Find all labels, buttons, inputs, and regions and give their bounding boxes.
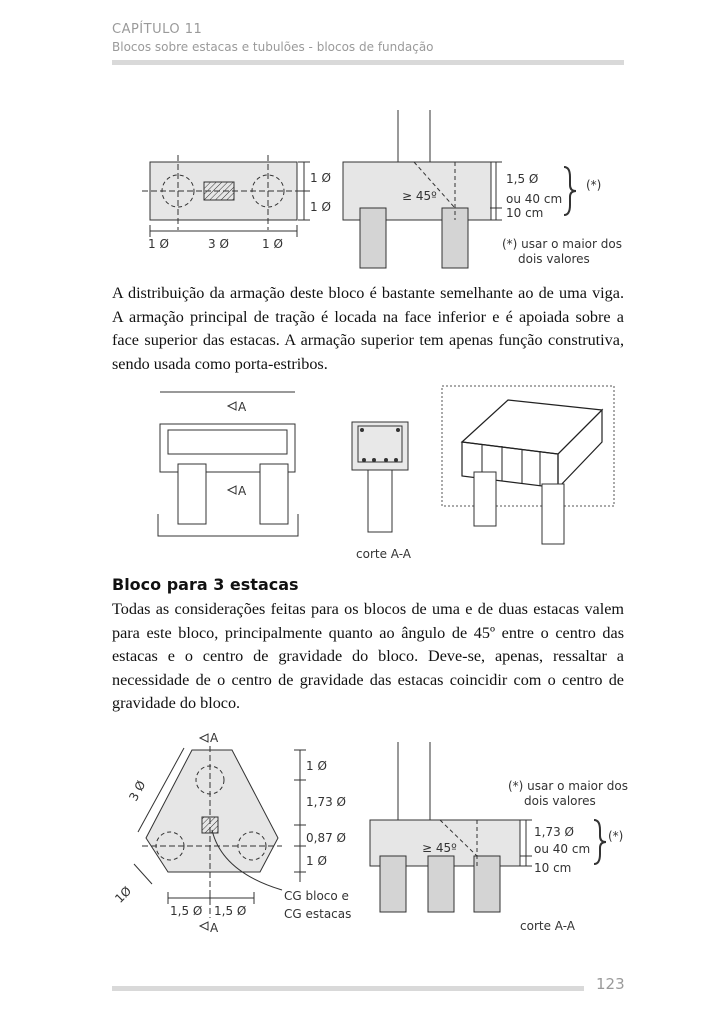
- dim-10cm: 10 cm: [534, 861, 572, 875]
- footer-rule: [112, 986, 584, 991]
- section-mark-bottom: A: [238, 484, 247, 498]
- v-dim-2: 1,73 Ø: [306, 795, 346, 809]
- figure-reinforcement: [112, 382, 632, 567]
- side-dim: 3 Ø: [126, 778, 149, 804]
- chapter-subtitle: Blocos sobre estacas e tubulões - blocos de fundação: [112, 40, 434, 54]
- cg-label-2: CG estacas: [284, 907, 352, 921]
- angle-label: ≥ 45º: [402, 189, 437, 203]
- dim-40cm: ou 40 cm: [534, 842, 591, 856]
- asterisk-note-mark: (*): [586, 178, 602, 192]
- bottom-dim-left: 1,5 Ø: [170, 904, 203, 918]
- chapter-label: CAPÍTULO 11: [112, 22, 203, 37]
- paragraph-3-estacas: Todas as considerações feitas para os blocos de uma e de duas estacas valem para este bloco, principalmente quanto ao ângulo de 45º entre o centro das estacas e o centro de gravidade do bloco. Deve-se, apenas, ressaltar a necessidade de o centro de gravidade das estacas coincidir com o centro de gravidade do bloco.: [112, 600, 624, 712]
- v-dim-3: 0,87 Ø: [306, 831, 346, 845]
- dim-1-73: 1,73 Ø: [534, 825, 574, 839]
- figure-two-pile-block: [112, 105, 632, 275]
- bottom-dim-right: 1,5 Ø: [214, 904, 247, 918]
- cut-label: corte A-A: [520, 919, 575, 933]
- dim-1-5: 1,5 Ø: [506, 172, 539, 186]
- section-mark-top: A: [210, 731, 219, 745]
- page-number: 123: [596, 975, 625, 993]
- dim-40cm: ou 40 cm: [506, 192, 563, 206]
- section-title: Bloco para 3 estacas: [112, 575, 299, 594]
- dim-10cm: 10 cm: [506, 206, 544, 220]
- plan-dim-left: 1 Ø: [148, 237, 169, 251]
- note-line-1: (*) usar o maior dos: [508, 779, 628, 793]
- section-mark-top: A: [238, 400, 247, 414]
- cut-label: corte A-A: [356, 547, 411, 561]
- note-line-2: dois valores: [524, 794, 596, 808]
- corner-dim: 1Ø: [112, 883, 135, 906]
- asterisk-note-mark: (*): [608, 829, 624, 843]
- v-dim-4: 1 Ø: [306, 854, 327, 868]
- plan-dim-right: 1 Ø: [262, 237, 283, 251]
- note-line-1: (*) usar o maior dos: [502, 237, 622, 251]
- v-dim-1: 1 Ø: [306, 759, 327, 773]
- height-dim-top: 1 Ø: [310, 171, 331, 185]
- paragraph-armacao: A distribuição da armação deste bloco é bastante semelhante ao de uma viga. A armação principal de tração é locada na face inferior e é apoiada sobre a face superior das estacas. A armação superior tem apenas função construtiva, sendo usada como porta-estribos.: [112, 284, 624, 373]
- figure-three-pile-block: [112, 722, 632, 947]
- section-mark-bottom: A: [210, 921, 219, 935]
- height-dim-bottom: 1 Ø: [310, 200, 331, 214]
- plan-dim-mid: 3 Ø: [208, 237, 229, 251]
- cg-label-1: CG bloco e: [284, 889, 349, 903]
- note-line-2: dois valores: [518, 252, 590, 266]
- header-rule: [112, 60, 624, 65]
- angle-label: ≥ 45º: [422, 841, 457, 855]
